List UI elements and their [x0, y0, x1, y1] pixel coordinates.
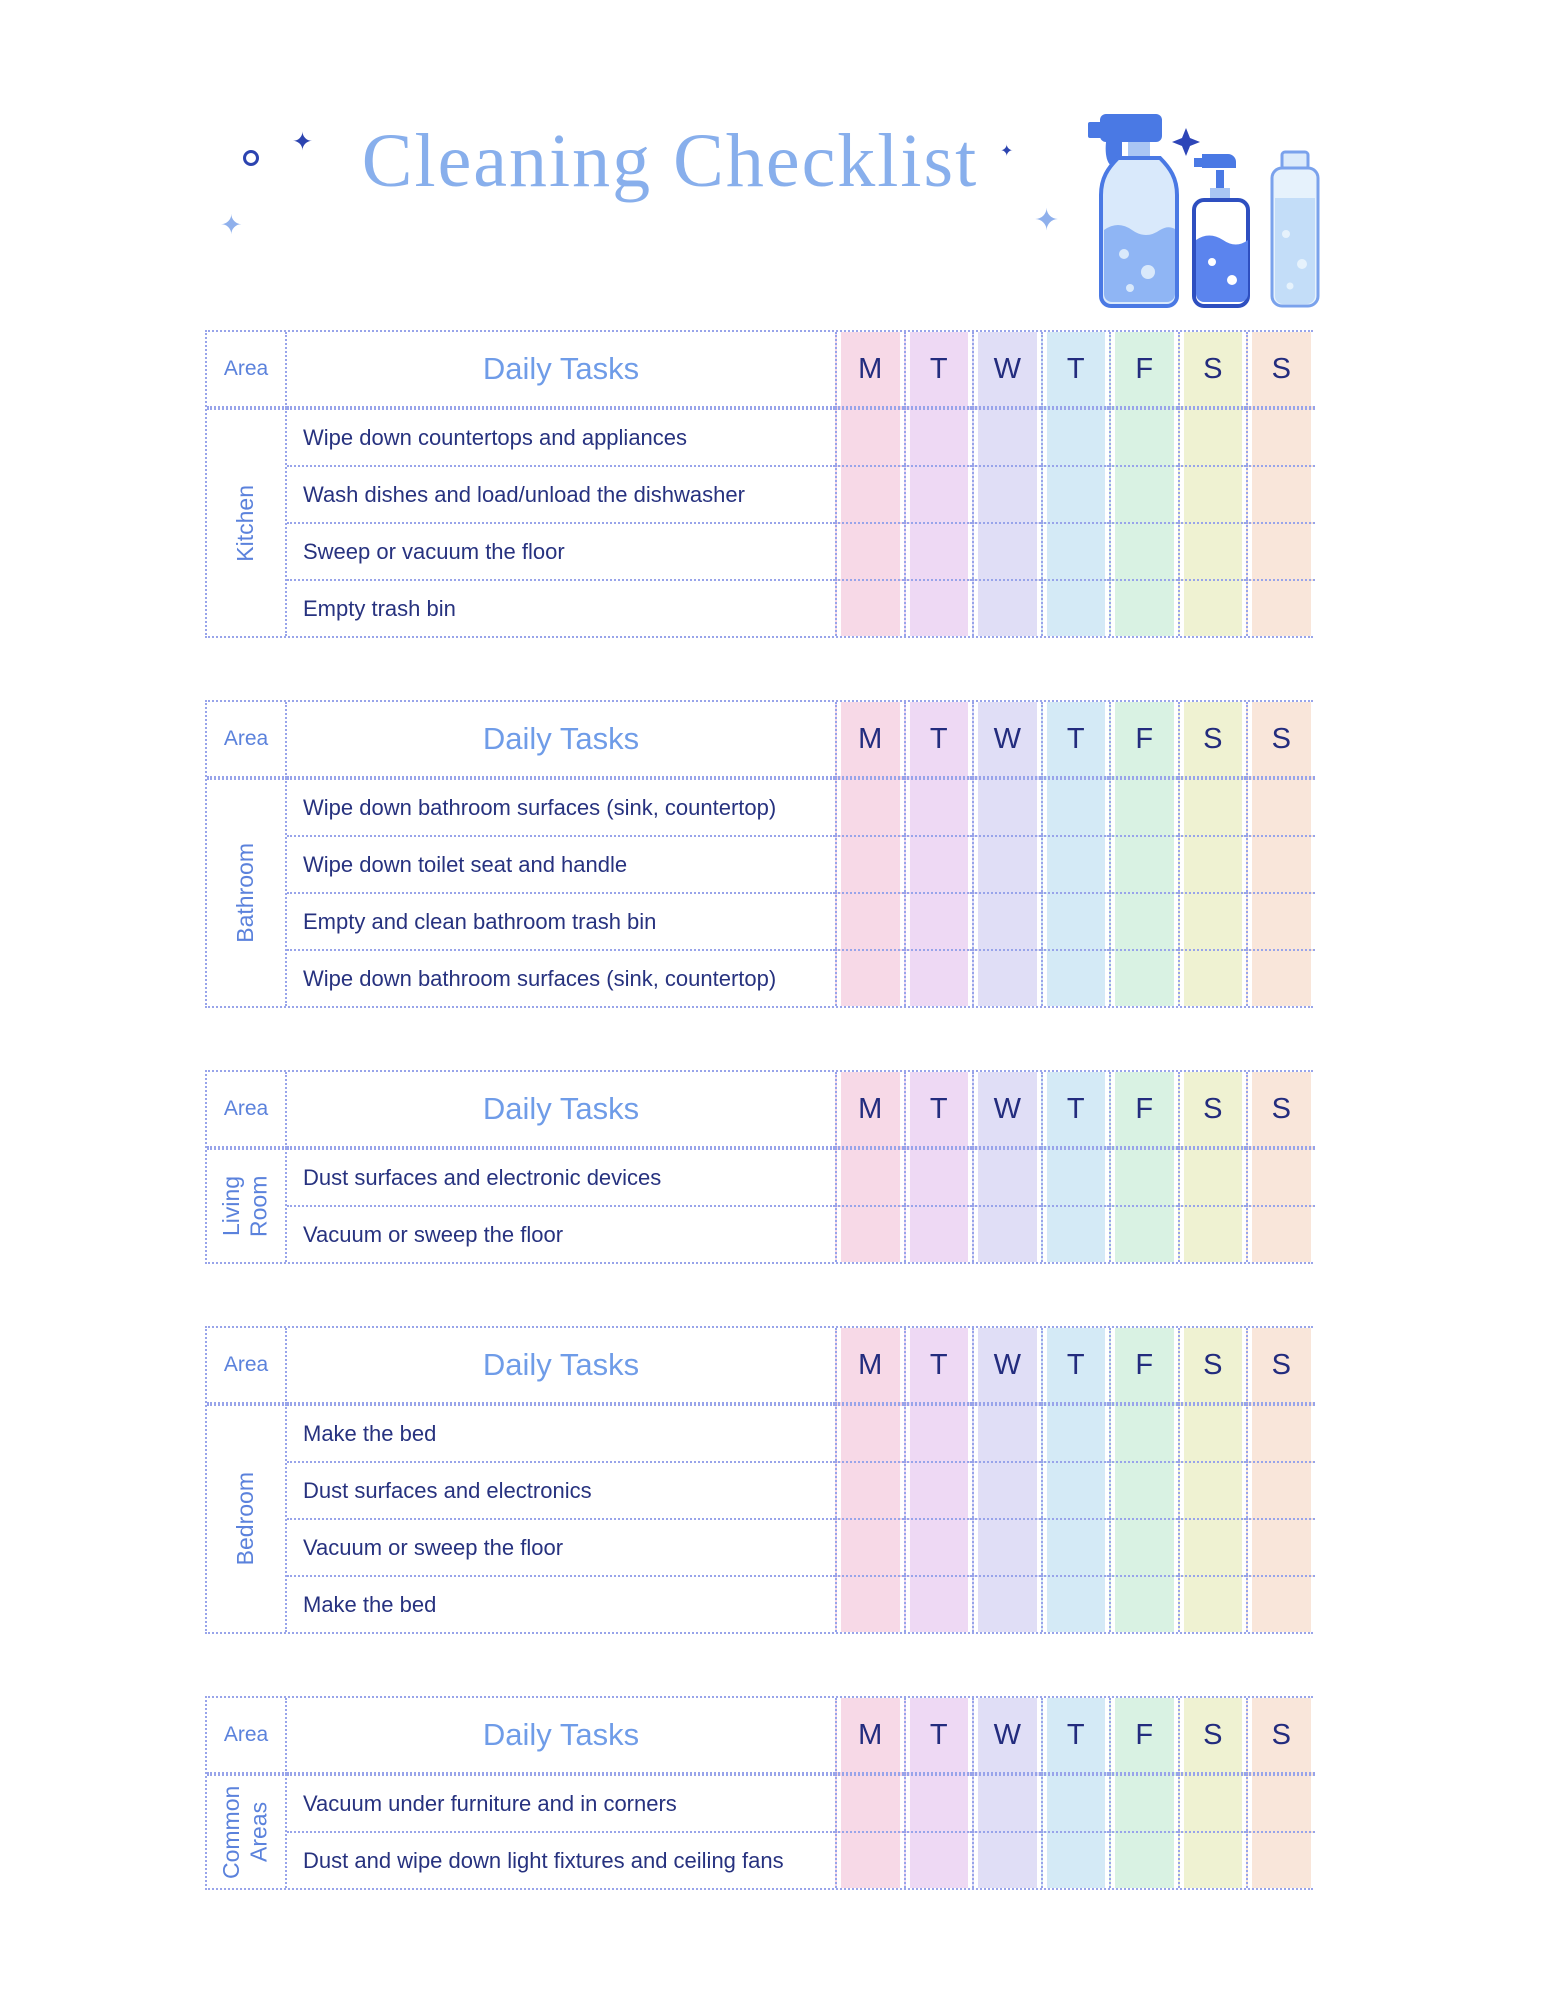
day-header-6: S [1246, 1328, 1315, 1404]
day-checkbox-cell[interactable] [835, 892, 904, 949]
sparkle-star-icon: ✦ [1034, 204, 1060, 237]
day-checkbox-cell[interactable] [1041, 1831, 1110, 1888]
day-checkbox-cell[interactable] [835, 949, 904, 1006]
day-header-6: S [1246, 1698, 1315, 1774]
day-checkbox-cell[interactable] [1041, 1404, 1110, 1461]
area-name-label: Kitchen [232, 484, 259, 562]
day-header-5: S [1178, 702, 1247, 778]
tall-bottle-icon [1272, 152, 1318, 306]
day-checkbox-cell[interactable] [972, 778, 1041, 835]
task-label: Wipe down bathroom surfaces (sink, countertop) [287, 778, 835, 835]
day-checkbox-cell[interactable] [1246, 579, 1315, 636]
day-checkbox-cell[interactable] [1041, 1205, 1110, 1262]
day-header-2: W [972, 1072, 1041, 1148]
task-label: Sweep or vacuum the floor [287, 522, 835, 579]
day-checkbox-cell[interactable] [972, 949, 1041, 1006]
day-checkbox-cell[interactable] [972, 1518, 1041, 1575]
day-header-2: W [972, 1698, 1041, 1774]
day-checkbox-cell[interactable] [1246, 1831, 1315, 1888]
day-checkbox-cell[interactable] [1041, 892, 1110, 949]
checklist-table-common-areas [205, 1696, 1313, 1890]
task-label: Dust surfaces and electronic devices [287, 1148, 835, 1205]
day-checkbox-cell[interactable] [1109, 1148, 1178, 1205]
day-header-6: S [1246, 1072, 1315, 1148]
day-header-0: M [835, 1328, 904, 1404]
task-label: Empty trash bin [287, 579, 835, 636]
daily-tasks-header: Daily Tasks [287, 1328, 835, 1404]
day-checkbox-cell[interactable] [904, 1205, 973, 1262]
day-header-3: T [1041, 1072, 1110, 1148]
day-checkbox-cell[interactable] [904, 579, 973, 636]
area-name-cell [207, 408, 287, 636]
day-checkbox-cell[interactable] [904, 1461, 973, 1518]
day-checkbox-cell[interactable] [904, 892, 973, 949]
day-checkbox-cell[interactable] [1246, 408, 1315, 465]
task-label: Wipe down bathroom surfaces (sink, countertop) [287, 949, 835, 1006]
soap-pump-bottle-icon [1194, 154, 1248, 306]
day-header-3: T [1041, 332, 1110, 408]
area-column-header: Area [207, 1072, 287, 1148]
day-checkbox-cell[interactable] [835, 835, 904, 892]
day-header-6: S [1246, 332, 1315, 408]
day-checkbox-cell[interactable] [835, 408, 904, 465]
task-label: Dust surfaces and electronics [287, 1461, 835, 1518]
day-checkbox-cell[interactable] [835, 1831, 904, 1888]
day-checkbox-cell[interactable] [1246, 949, 1315, 1006]
day-checkbox-cell[interactable] [1246, 1774, 1315, 1831]
task-label: Wash dishes and load/unload the dishwasher [287, 465, 835, 522]
day-header-5: S [1178, 1328, 1247, 1404]
day-checkbox-cell[interactable] [1246, 778, 1315, 835]
day-checkbox-cell[interactable] [904, 465, 973, 522]
day-checkbox-cell[interactable] [972, 1404, 1041, 1461]
day-checkbox-cell[interactable] [1041, 1575, 1110, 1632]
day-header-5: S [1178, 1072, 1247, 1148]
day-checkbox-cell[interactable] [835, 1404, 904, 1461]
tables-container [205, 330, 1313, 1890]
area-name-label: Bathroom [232, 843, 259, 943]
day-header-0: M [835, 332, 904, 408]
day-checkbox-cell[interactable] [1246, 1148, 1315, 1205]
day-checkbox-cell[interactable] [1109, 1404, 1178, 1461]
day-checkbox-cell[interactable] [1109, 1461, 1178, 1518]
day-checkbox-cell[interactable] [1246, 1205, 1315, 1262]
day-header-3: T [1041, 1698, 1110, 1774]
day-header-4: F [1109, 1072, 1178, 1148]
day-checkbox-cell[interactable] [835, 778, 904, 835]
day-checkbox-cell[interactable] [972, 835, 1041, 892]
day-checkbox-cell[interactable] [1178, 778, 1247, 835]
day-checkbox-cell[interactable] [904, 1575, 973, 1632]
day-checkbox-cell[interactable] [1178, 465, 1247, 522]
day-checkbox-cell[interactable] [1246, 835, 1315, 892]
day-checkbox-cell[interactable] [972, 1205, 1041, 1262]
day-checkbox-cell[interactable] [1178, 522, 1247, 579]
day-checkbox-cell[interactable] [1041, 522, 1110, 579]
day-checkbox-cell[interactable] [1109, 408, 1178, 465]
day-checkbox-cell[interactable] [1041, 1518, 1110, 1575]
task-label: Dust and wipe down light fixtures and ceiling fans [287, 1831, 835, 1888]
day-checkbox-cell[interactable] [1178, 1774, 1247, 1831]
day-checkbox-cell[interactable] [972, 408, 1041, 465]
day-header-0: M [835, 702, 904, 778]
day-checkbox-cell[interactable] [972, 1831, 1041, 1888]
day-checkbox-cell[interactable] [904, 1404, 973, 1461]
day-checkbox-cell[interactable] [1041, 949, 1110, 1006]
day-checkbox-cell[interactable] [835, 1461, 904, 1518]
day-checkbox-cell[interactable] [1178, 1575, 1247, 1632]
day-checkbox-cell[interactable] [904, 522, 973, 579]
day-checkbox-cell[interactable] [835, 1774, 904, 1831]
checklist-table-bedroom [205, 1326, 1313, 1634]
day-header-4: F [1109, 1328, 1178, 1404]
task-label: Make the bed [287, 1575, 835, 1632]
title-area [0, 0, 1546, 330]
day-checkbox-cell[interactable] [1178, 835, 1247, 892]
task-label: Vacuum under furniture and in corners [287, 1774, 835, 1831]
area-name-label: Common Areas [218, 1785, 272, 1879]
checklist-table-kitchen [205, 330, 1313, 638]
day-checkbox-cell[interactable] [904, 1831, 973, 1888]
day-checkbox-cell[interactable] [1246, 522, 1315, 579]
day-header-2: W [972, 702, 1041, 778]
day-checkbox-cell[interactable] [835, 1575, 904, 1632]
area-name-label: Bedroom [232, 1472, 259, 1566]
day-checkbox-cell[interactable] [972, 465, 1041, 522]
day-checkbox-cell[interactable] [904, 949, 973, 1006]
day-header-1: T [904, 1698, 973, 1774]
task-label: Make the bed [287, 1404, 835, 1461]
task-label: Wipe down toilet seat and handle [287, 835, 835, 892]
day-checkbox-cell[interactable] [835, 465, 904, 522]
day-checkbox-cell[interactable] [835, 1518, 904, 1575]
day-checkbox-cell[interactable] [904, 1774, 973, 1831]
day-checkbox-cell[interactable] [1178, 408, 1247, 465]
day-checkbox-cell[interactable] [1041, 465, 1110, 522]
day-checkbox-cell[interactable] [1178, 1518, 1247, 1575]
day-checkbox-cell[interactable] [1109, 1575, 1178, 1632]
day-checkbox-cell[interactable] [1178, 1404, 1247, 1461]
day-checkbox-cell[interactable] [1246, 892, 1315, 949]
day-checkbox-cell[interactable] [972, 892, 1041, 949]
day-header-0: M [835, 1698, 904, 1774]
checklist-table-living-room [205, 1070, 1313, 1264]
day-checkbox-cell[interactable] [1109, 522, 1178, 579]
day-checkbox-cell[interactable] [1109, 835, 1178, 892]
area-name-cell [207, 778, 287, 1006]
day-checkbox-cell[interactable] [972, 1774, 1041, 1831]
area-name-cell [207, 1148, 287, 1262]
sparkle-icon [1172, 128, 1200, 156]
day-checkbox-cell[interactable] [1246, 1575, 1315, 1632]
daily-tasks-header: Daily Tasks [287, 332, 835, 408]
day-header-3: T [1041, 1328, 1110, 1404]
area-column-header: Area [207, 1328, 287, 1404]
day-header-1: T [904, 702, 973, 778]
day-checkbox-cell[interactable] [972, 522, 1041, 579]
day-checkbox-cell[interactable] [1041, 835, 1110, 892]
day-checkbox-cell[interactable] [1041, 1148, 1110, 1205]
task-label: Vacuum or sweep the floor [287, 1518, 835, 1575]
day-checkbox-cell[interactable] [1041, 778, 1110, 835]
spray-bottle-icon [1088, 114, 1200, 306]
area-column-header: Area [207, 702, 287, 778]
day-checkbox-cell[interactable] [904, 1518, 973, 1575]
day-header-4: F [1109, 1698, 1178, 1774]
day-checkbox-cell[interactable] [1041, 579, 1110, 636]
day-checkbox-cell[interactable] [1041, 408, 1110, 465]
area-column-header: Area [207, 1698, 287, 1774]
task-label: Wipe down countertops and appliances [287, 408, 835, 465]
day-checkbox-cell[interactable] [1109, 892, 1178, 949]
day-checkbox-cell[interactable] [1178, 579, 1247, 636]
day-checkbox-cell[interactable] [1041, 1461, 1110, 1518]
area-column-header: Area [207, 332, 287, 408]
day-checkbox-cell[interactable] [835, 1205, 904, 1262]
day-header-3: T [1041, 702, 1110, 778]
day-checkbox-cell[interactable] [972, 579, 1041, 636]
day-checkbox-cell[interactable] [1246, 1404, 1315, 1461]
day-header-1: T [904, 332, 973, 408]
day-checkbox-cell[interactable] [1109, 579, 1178, 636]
day-header-1: T [904, 1328, 973, 1404]
day-checkbox-cell[interactable] [835, 579, 904, 636]
day-checkbox-cell[interactable] [1178, 949, 1247, 1006]
day-checkbox-cell[interactable] [972, 1461, 1041, 1518]
day-checkbox-cell[interactable] [1109, 778, 1178, 835]
day-header-6: S [1246, 702, 1315, 778]
day-checkbox-cell[interactable] [1109, 1774, 1178, 1831]
day-checkbox-cell[interactable] [1109, 1518, 1178, 1575]
day-checkbox-cell[interactable] [1109, 1831, 1178, 1888]
day-checkbox-cell[interactable] [904, 408, 973, 465]
day-checkbox-cell[interactable] [835, 1148, 904, 1205]
area-name-cell [207, 1774, 287, 1888]
task-label: Empty and clean bathroom trash bin [287, 892, 835, 949]
checklist-table-bathroom [205, 700, 1313, 1008]
day-checkbox-cell[interactable] [1109, 465, 1178, 522]
day-checkbox-cell[interactable] [1246, 465, 1315, 522]
page-title: Cleaning Checklist [361, 119, 979, 203]
daily-tasks-header: Daily Tasks [287, 1698, 835, 1774]
day-checkbox-cell[interactable] [904, 1148, 973, 1205]
day-header-5: S [1178, 332, 1247, 408]
day-checkbox-cell[interactable] [904, 778, 973, 835]
day-checkbox-cell[interactable] [835, 522, 904, 579]
day-checkbox-cell[interactable] [972, 1148, 1041, 1205]
day-checkbox-cell[interactable] [1178, 1205, 1247, 1262]
sparkle-star-icon: ✦ [292, 128, 313, 156]
day-header-4: F [1109, 702, 1178, 778]
daily-tasks-header: Daily Tasks [287, 1072, 835, 1148]
area-name-cell [207, 1404, 287, 1632]
day-header-2: W [972, 1328, 1041, 1404]
day-checkbox-cell[interactable] [1109, 1205, 1178, 1262]
day-header-1: T [904, 1072, 973, 1148]
day-checkbox-cell[interactable] [1178, 1831, 1247, 1888]
sparkle-star-icon: ✦ [1000, 143, 1014, 160]
task-label: Vacuum or sweep the floor [287, 1205, 835, 1262]
day-checkbox-cell[interactable] [1246, 1461, 1315, 1518]
day-checkbox-cell[interactable] [904, 835, 973, 892]
day-checkbox-cell[interactable] [1041, 1774, 1110, 1831]
day-checkbox-cell[interactable] [1109, 949, 1178, 1006]
area-name-label: Living Room [218, 1175, 272, 1237]
day-header-0: M [835, 1072, 904, 1148]
day-checkbox-cell[interactable] [1178, 1461, 1247, 1518]
daily-tasks-header: Daily Tasks [287, 702, 835, 778]
sparkle-circle-icon [243, 150, 259, 166]
day-checkbox-cell[interactable] [1246, 1518, 1315, 1575]
day-header-4: F [1109, 332, 1178, 408]
day-header-2: W [972, 332, 1041, 408]
day-checkbox-cell[interactable] [972, 1575, 1041, 1632]
day-checkbox-cell[interactable] [1178, 1148, 1247, 1205]
sparkle-star-icon: ✦ [220, 210, 243, 240]
day-header-5: S [1178, 1698, 1247, 1774]
day-checkbox-cell[interactable] [1178, 892, 1247, 949]
cleaning-supplies-illustration [1082, 112, 1344, 320]
